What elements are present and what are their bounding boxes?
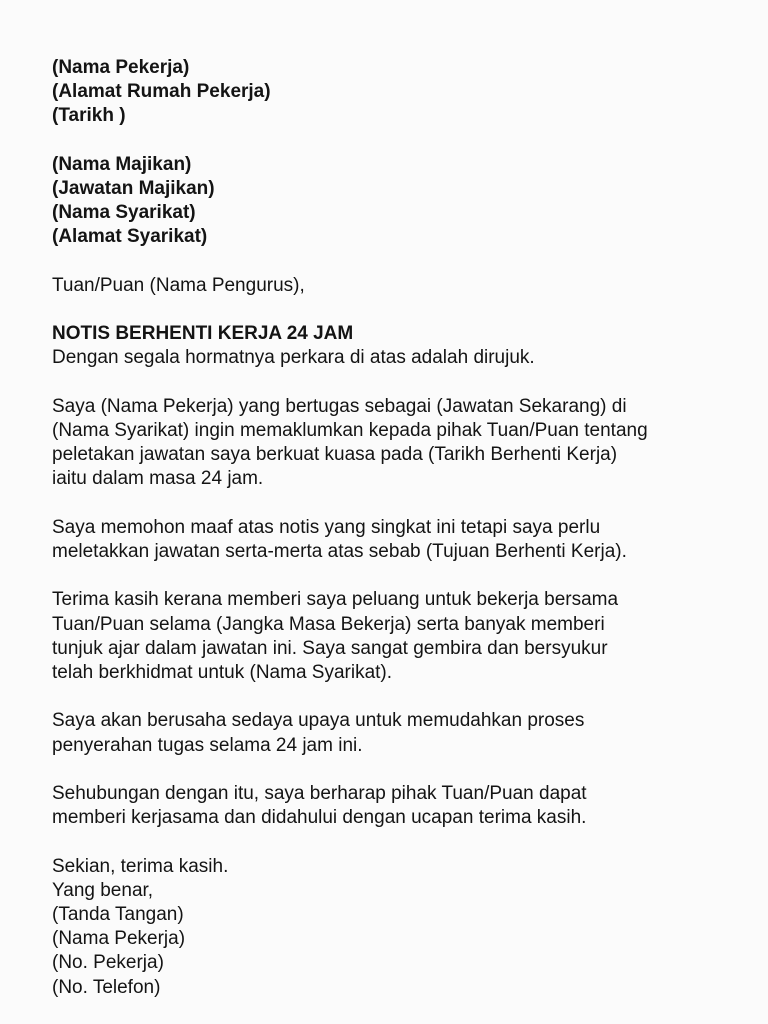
paragraph-notice (52, 395, 728, 492)
paragraph-line: iaitu dalam masa 24 jam. (52, 468, 264, 490)
signer-name: (Nama Pekerja) (52, 928, 186, 950)
spacer (52, 758, 728, 782)
paragraph-line: tunjuk ajar dalam jawatan ini. Saya sangat gembira dan bersyukur (52, 637, 608, 659)
recipient-block (52, 153, 728, 250)
spacer (52, 685, 728, 709)
paragraph-line: meletakkan jawatan serta-merta atas sebab (Tujuan Berhenti Kerja). (52, 540, 627, 562)
paragraph-line: memberi kerjasama dan didahului dengan ucapan terima kasih. (52, 807, 587, 829)
paragraph-line: penyerahan tugas selama 24 jam ini. (52, 734, 363, 756)
sender-address: (Alamat Rumah Pekerja) (52, 81, 271, 103)
letter-subject: NOTIS BERHENTI KERJA 24 JAM (52, 323, 354, 345)
paragraph-line: Saya (Nama Pekerja) yang bertugas sebagai (Jawatan Sekarang) di (52, 395, 627, 417)
paragraph-line: Saya memohon maaf atas notis yang singkat ini tetapi saya perlu (52, 516, 601, 538)
paragraph-handover (52, 709, 728, 757)
spacer (52, 492, 728, 516)
closing-block (52, 855, 728, 1000)
spacer (52, 298, 728, 322)
closing-sign-off: Yang benar, (52, 879, 154, 901)
recipient-position: (Jawatan Majikan) (52, 178, 215, 199)
signer-employee-no: (No. Pekerja) (52, 952, 164, 974)
paragraph-line: Sehubungan dengan itu, saya berharap pihak Tuan/Puan dapat (52, 782, 587, 804)
paragraph-line: Terima kasih kerana memberi saya peluang untuk bekerja bersama (52, 589, 619, 611)
signer-phone: (No. Telefon) (52, 976, 161, 998)
signature-placeholder: (Tanda Tangan) (52, 903, 184, 925)
spacer (52, 129, 728, 153)
salutation: Tuan/Puan (Nama Pengurus), (52, 274, 305, 296)
spacer (52, 830, 728, 854)
recipient-company: (Nama Syarikat) (52, 202, 196, 224)
paragraph-apology (52, 516, 728, 564)
spacer (52, 564, 728, 588)
recipient-name: (Nama Majikan) (52, 153, 192, 175)
spacer (52, 371, 728, 395)
paragraph-cooperation (52, 782, 728, 830)
paragraph-intro-line: Dengan segala hormatnya perkara di atas adalah dirujuk. (52, 347, 535, 369)
paragraph-line: Saya akan berusaha sedaya upaya untuk memudahkan proses (52, 710, 585, 732)
spacer (52, 250, 728, 274)
sender-block (52, 56, 728, 129)
paragraph-line: telah berkhidmat untuk (Nama Syarikat). (52, 661, 393, 683)
paragraph-line: Tuan/Puan selama (Jangka Masa Bekerja) serta banyak memberi (52, 613, 605, 635)
paragraph-thanks (52, 588, 728, 685)
sender-date: (Tarikh ) (52, 105, 126, 127)
paragraph-line: (Nama Syarikat) ingin memaklumkan kepada pihak Tuan/Puan tentang (52, 419, 648, 441)
sender-name: (Nama Pekerja) (52, 57, 190, 78)
closing-line: Sekian, terima kasih. (52, 855, 229, 877)
recipient-address: (Alamat Syarikat) (52, 226, 208, 248)
paragraph-line: peletakan jawatan saya berkuat kuasa pada (Tarikh Berhenti Kerja) (52, 444, 618, 466)
